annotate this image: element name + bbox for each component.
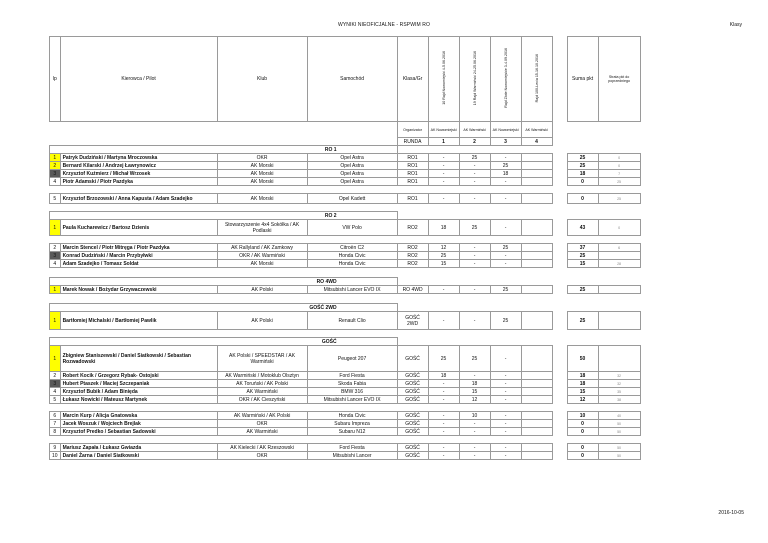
round-4: 4 — [521, 138, 552, 146]
header-class: Klasa/Gr — [397, 37, 428, 122]
header-spacer — [552, 37, 567, 122]
organizer-3: AK Nowomiejski — [490, 122, 521, 138]
header-row — [50, 37, 641, 122]
round-1: 1 — [428, 138, 459, 146]
table-row: 4 Piotr Adamski / Piotr Pazdyka AK Morski Opel Astra RO1 - - - 0 25 — [50, 178, 641, 186]
round-2: 2 — [459, 138, 490, 146]
section-gosc2wd: GOŚĆ 2WD — [50, 304, 398, 312]
organizer-1: AK Nowomiejski — [428, 122, 459, 138]
table-row: 2 Robert Kocik / Grzegorz Rybak- Ostojski AK Warmiński / Motoklub Olsztyn Ford Fiesta GOŚĆ 18 - - 18 32 — [50, 372, 641, 380]
results-table — [49, 36, 641, 460]
round-row — [50, 138, 641, 146]
header-rally-1: 10 Rajd Nowomiejski 4-5.06.2016 — [428, 37, 459, 122]
header-lp: lp — [50, 37, 61, 122]
round-3: 3 — [490, 138, 521, 146]
table-row: 1 Paula Kucharewicz / Bartosz Dzienis Stowarzyszenie 4x4 Sokółka / AK Podlaski VW Polo RO2 18 25 - 43 0 — [50, 220, 641, 236]
table-row: 9 Mariusz Zapała / Łukasz Gwiazda AK Kielecki / AK Rzeszowski Ford Fiesta GOŚĆ - - - 0 50 — [50, 444, 641, 452]
header-prev-gap: Strata pkt do poprzedniego — [598, 37, 640, 122]
section-gosc: GOŚĆ — [50, 338, 398, 346]
header-rally-3: Rajd Złote Nowomiejskie 3-4.09.2016 — [490, 37, 521, 122]
table-row: 4 Adam Szadejko / Tomasz Soldat AK Morski Honda Civic RO2 15 - - 15 28 — [50, 260, 641, 268]
table-row: 1 Patryk Dudziński / Martyna Mroczowska OKR Opel Astra RO1 - 25 - 25 0 — [50, 154, 641, 162]
header-total: Suma pkt — [567, 37, 598, 122]
round-label: RUNDA — [397, 138, 428, 146]
section-ro2: RO 2 — [50, 212, 398, 220]
table-row: 2 Bernard Kilarski / Andrzej Ławrynowicz AK Morski Opel Astra RO1 - - 25 25 0 — [50, 162, 641, 170]
table-row: 10 Daniel Żarna / Daniel Siatkowski OKR Mitsubishi Lancer GOŚĆ - - - 0 50 — [50, 452, 641, 460]
table-row: 3 Krzysztof Kuźmierz / Michał Wrzosek AK Morski Opel Astra RO1 - - 18 18 7 — [50, 170, 641, 178]
header-club: Klub — [217, 37, 307, 122]
table-row: 1 Marek Nowak / Bożydar Grzywaczewski AK Polski Mitsubishi Lancer EVO IX RO 4WD - - 25 25 — [50, 286, 641, 294]
page-title: WYNIKI NIEOFICJALNE - RSPWIM RO — [338, 22, 430, 28]
header-driver: Kierowca / Pilot — [60, 37, 217, 122]
table-row: 3 Konrad Dudziński / Marcin Przybyłwki OKR / AK Warmiński Honda Civic RO2 25 - - 25 — [50, 252, 641, 260]
table-row: 1 Bartłomiej Michalski / Bartłomiej Pawlik AK Polski Renault Clio GOŚĆ 2WD - - 25 25 — [50, 312, 641, 330]
organizer-4: AK Warmiński — [521, 122, 552, 138]
footer-date: 2016-10-05 — [718, 510, 744, 516]
organizer-row — [50, 122, 641, 138]
header-rally-4: Rajd 100-Lecia 15-16.10.2016 — [521, 37, 552, 122]
sheet-label: Klasy — [729, 22, 742, 28]
section-ro1: RO 1 — [50, 146, 398, 154]
table-row: 6 Marcin Kurp / Alicja Gnatowska AK Warmiński / AK Polski Honda Civic GOŚĆ - 10 - 10 40 — [50, 412, 641, 420]
section-ro4wd: RO 4WD — [50, 278, 398, 286]
organizer-label: Organizator — [397, 122, 428, 138]
table-row: 5 Krzysztof Brzozowski / Anna Kapusta / Adam Szadejko AK Morski Opel Kadett RO1 - - - 0 25 — [50, 194, 641, 204]
table-row: 2 Marcin Stencel / Piotr Mitręga / Piotr Pazdyka AK Rallyland / AK Zamkowy Citroën C2 RO2 12 - 25 37 6 — [50, 244, 641, 252]
organizer-2: AK Warmiński — [459, 122, 490, 138]
header-car: Samochód — [307, 37, 397, 122]
table-row: 7 Jacek Woszuk / Wojciech Brejlak OKR Subaru Impreza GOŚĆ - - - 0 50 — [50, 420, 641, 428]
table-row: 8 Krzysztof Predko / Sebastian Sadowski AK Warmiński Subaru N12 GOŚĆ - - - 0 50 — [50, 428, 641, 436]
table-row: 5 Łukasz Nowicki / Mateusz Martynek OKR / AK Cieszyński Mitsubishi Lancer EVO IX GOŚĆ - 12 - 12 38 — [50, 396, 641, 404]
table-row: 1 Zbigniew Staniszewski / Daniel Siatkowski / Sebastian Rozwadowski AK Polski / SPEEDSTAR / AK Warmiński Peugeot 207 GOŚĆ 25 25 - 50 — [50, 346, 641, 372]
table-row: 4 Krzysztof Bubik / Adam Biniędа AK Warmiński BMW 316 GOŚĆ - 15 - 15 35 — [50, 388, 641, 396]
header-rally-2: 19 Rajd Warmiński 24-25.06.2016 — [459, 37, 490, 122]
table-row: 3 Hubert Ptaszek / Maciej Szczepaniak AK Toruński / AK Polski Skoda Fabia GOŚĆ - 18 - 18 32 — [50, 380, 641, 388]
